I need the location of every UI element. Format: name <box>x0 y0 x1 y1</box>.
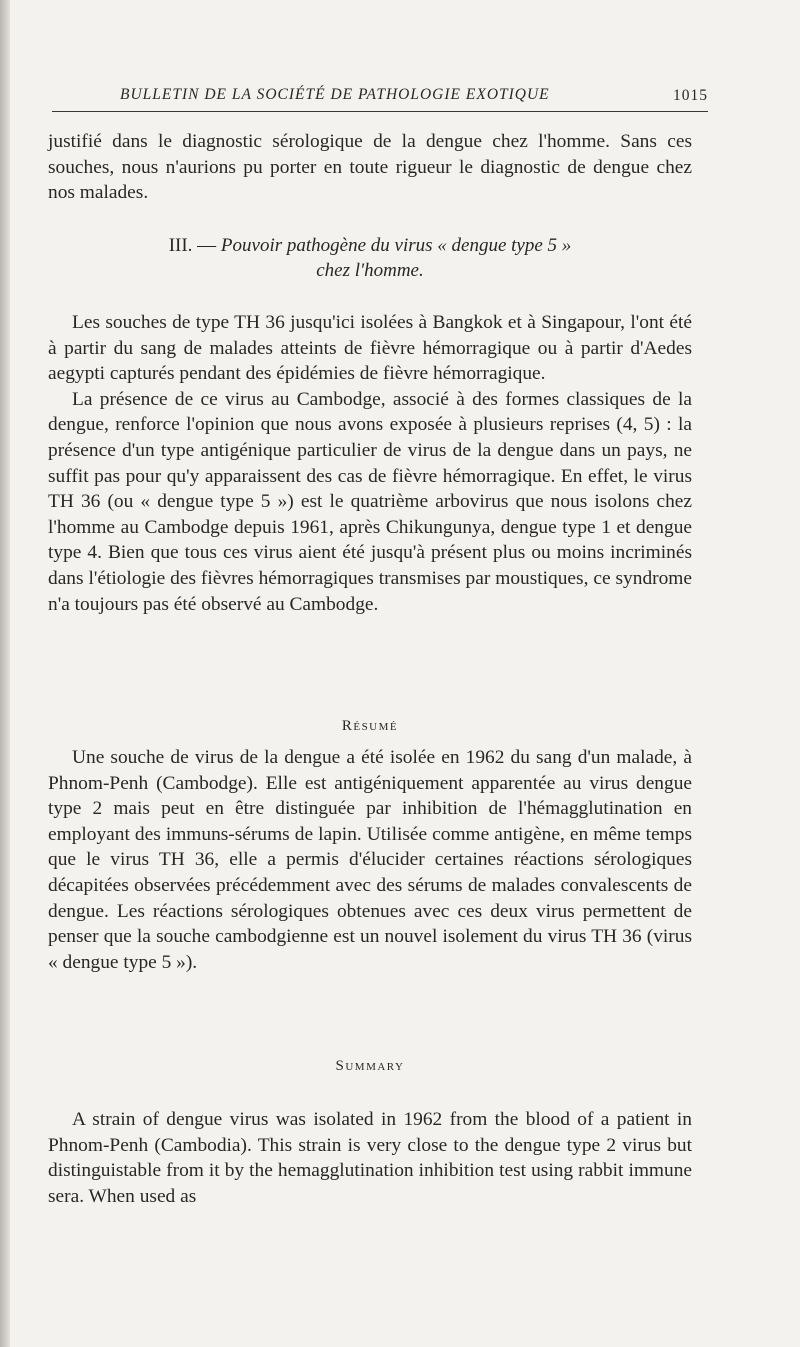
intro-paragraph-block <box>48 129 692 206</box>
section-3-number: III. — <box>168 235 221 256</box>
section-3-paragraph-2: La présence de ce virus au Cambodge, associé à des formes classiques de la dengue, renforce l'opinion que nous avons exposée à plusieurs reprises (4, 5) : la présence d'un type antigénique particulier de virus de la dengue dans un pays, ne suffit pas pour qu'y apparaissent des cas de fièvre hémorragique. En effet, le virus TH 36 (ou « dengue type 5 ») est le quatrième arbovirus que nous isolons chez l'homme au Cambodge depuis 1961, après Chikungunya, dengue type 1 et dengue type 4. Bien que tous ces virus aient été jusqu'à présent plus ou moins incriminés dans l'étiologie des fièvres hémorragiques transmises par moustiques, ce syndrome n'a toujours pas été observé au Cambodge. <box>48 388 692 615</box>
header-rule <box>52 111 708 112</box>
section-3-title-line-1: Pouvoir pathogène du virus « dengue type 5 » <box>220 235 572 256</box>
section-3-heading-line-1 <box>48 233 692 258</box>
summary-body <box>48 1107 692 1209</box>
intro-paragraph: justifié dans le diagnostic sérologique de la dengue chez l'homme. Sans ces souches, nous n'aurions pu porter en toute rigueur le diagnostic de dengue chez nos malades. <box>48 131 692 204</box>
section-3-paragraph-1: Les souches de type TH 36 jusqu'ici isolées à Bangkok et à Singapour, l'ont été à partir du sang de malades atteints de fièvre hémorragique ou à partir d'Aedes aegypti capturés pendant des épidémies de fièvre hémorragique. <box>48 312 692 385</box>
section-3-heading <box>48 233 692 283</box>
section-3-title-line-2: chez l'homme. <box>316 260 424 281</box>
page-spine-shadow <box>0 0 10 1347</box>
resume-body <box>48 745 692 975</box>
resume-heading: Résumé <box>341 718 399 734</box>
journal-title: BULLETIN DE LA SOCIÉTÉ DE PATHOLOGIE EXOTIQUE <box>120 86 550 103</box>
summary-paragraph: A strain of dengue virus was isolated in 1962 from the blood of a patient in Phnom-Penh (Cambodia). This strain is very close to the dengue type 2 virus but distinguistable from it by the hemagglutination inhibition test using rabbit immune sera. When used as <box>48 1109 692 1207</box>
summary-heading: Summary <box>335 1058 405 1074</box>
running-header <box>120 86 708 108</box>
section-3-body <box>48 310 692 617</box>
page-number: 1015 <box>673 87 708 104</box>
resume-paragraph: Une souche de virus de la dengue a été isolée en 1962 du sang d'un malade, à Phnom-Penh (Cambodge). Elle est antigéniquement apparentée au virus dengue type 2 mais peut en être distinguée par inhibition de l'hémagglutination en employant des immuns-sérums de lapin. Utilisée comme antigène, en même temps que le virus TH 36, elle a permis d'élucider certaines réactions sérologiques décapitées observées précédemment avec des sérums de malades convalescents de dengue. Les réactions sérologiques obtenues avec ces deux virus permettent de penser que la souche cambodgienne est un nouvel isolement du virus TH 36 (virus « dengue type 5 »). <box>48 747 692 973</box>
